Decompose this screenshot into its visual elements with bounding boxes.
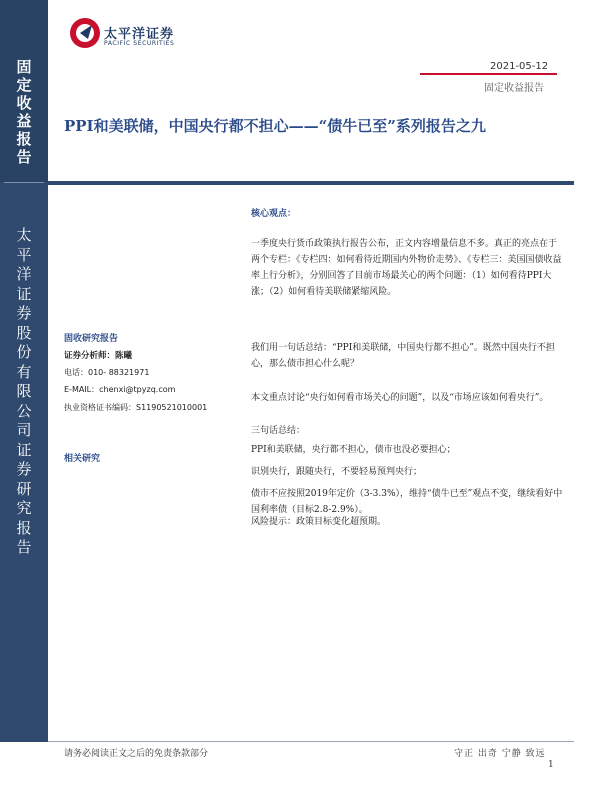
- logo-text-cn: 太平洋证券: [104, 27, 175, 42]
- analyst-email[interactable]: E-MAIL：chenxi@tpyzq.com: [64, 385, 176, 394]
- core-views-heading: 核心观点：: [251, 209, 297, 219]
- analyst-cert-number: 执业资格证书编码：S1190521010001: [64, 403, 208, 412]
- paragraph-point-2: 识别央行，跟随央行，不要轻易预判央行；: [251, 467, 423, 477]
- analyst-phone: 电话：010- 88321971: [64, 368, 150, 377]
- footer-motto: 守正 出奇 宁静 致远: [454, 749, 546, 759]
- paragraph-three-points-label: 三句话总结：: [251, 426, 306, 436]
- analyst-name: 证券分析师：陈曦: [64, 351, 133, 361]
- title-rule: [48, 181, 574, 185]
- paragraph-intro: 一季度央行货币政策执行报告公布，正文内容增量信息不多。真正的亮点在于两个专栏：《专栏四：如何看待近期国内外物价走势》、《专栏三：美国国债收益率上行分析》，分别回答了目前市场最关心的两个问题：（1）如何看待PPI大涨；（2）如何看待美联储紧缩风险。: [251, 239, 562, 297]
- paragraph-focus: 本文重点讨论“央行如何看市场关心的问题”，以及“市场应该如何看央行”。: [251, 393, 549, 403]
- footer-disclaimer: 请务必阅读正文之后的免责条款部分: [64, 749, 209, 759]
- report-date: 2021-05-12: [490, 61, 549, 72]
- page-number: 1: [548, 760, 554, 770]
- paragraph-point-1: PPI和美联储，央行都不担心，债市也没必要担心；: [251, 445, 456, 455]
- sidebar: [0, 0, 48, 742]
- sidebar-company-label: 太 平 洋 证 券 股 份 有 限 公 司 证 券 研 究 报 告: [16, 226, 32, 556]
- paragraph-summary: 我们用一句话总结：“PPI和美联储，中国央行都不担心”。既然中国央行不担心，那么债市担心什么呢？: [251, 343, 555, 369]
- related-research-heading: 相关研究: [64, 454, 101, 464]
- logo-text-en: PACIFIC SECURITIES: [104, 40, 175, 47]
- report-type: 固定收益报告: [484, 83, 544, 94]
- research-type-heading: 固收研究报告: [64, 334, 119, 344]
- report-title: PPI和美联储，中国央行都不担心——“债牛已至”系列报告之九: [64, 117, 486, 135]
- header-accent-line: [420, 73, 557, 75]
- footer-rule: [48, 741, 574, 742]
- paragraph-point-3: 债市不应按照2019年定价（3-3.3%），维持“债牛已至”观点不变，继续看好中国利率债（目标2.8-2.9%）。: [251, 489, 563, 515]
- paragraph-risk: 风险提示：政策目标变化超预期。: [251, 517, 387, 527]
- sidebar-divider: [4, 182, 44, 183]
- sidebar-category-label: 固 定 收 益 报 告: [16, 58, 32, 166]
